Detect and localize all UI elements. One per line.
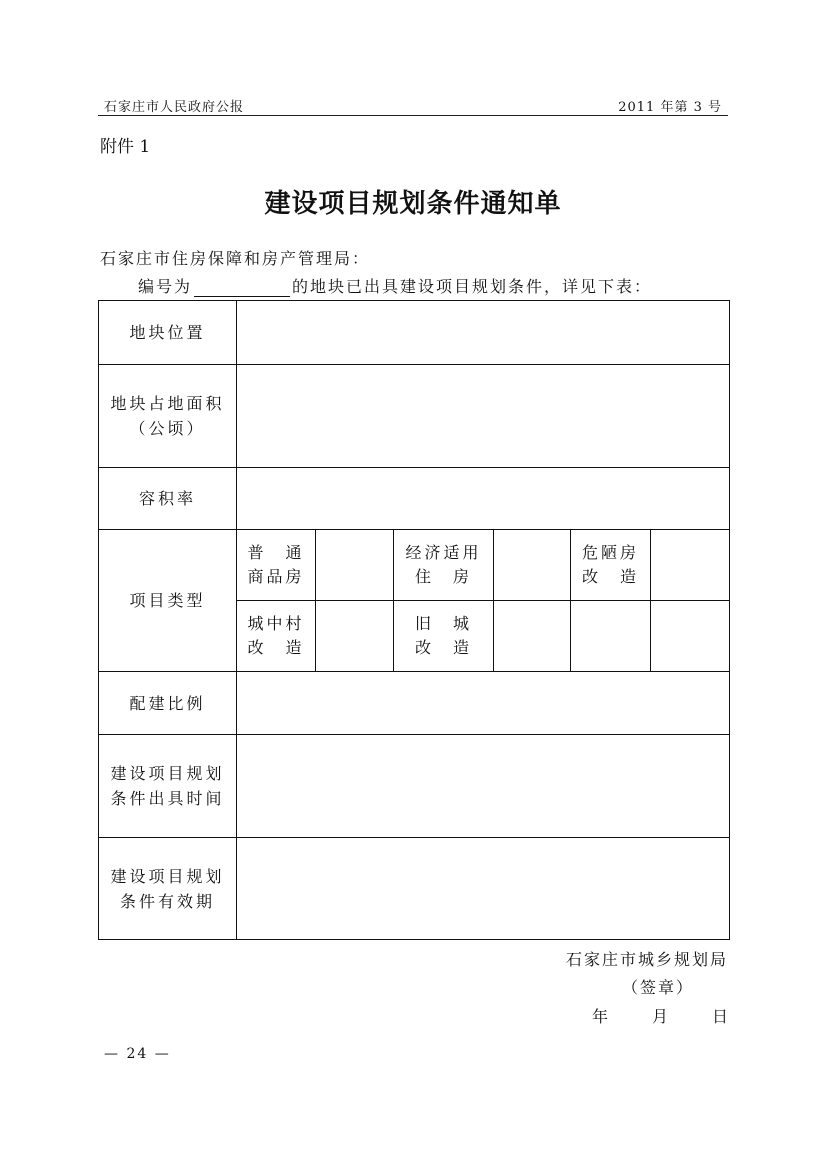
label-validity-period bbox=[99, 838, 237, 940]
header-publication-name: 石家庄市人民政府公报 bbox=[104, 100, 245, 115]
seal-label: （签章） bbox=[621, 978, 694, 997]
table-row bbox=[99, 530, 730, 601]
value-affordable-housing[interactable] bbox=[494, 530, 571, 601]
type-urban-village-line2: 改 造 bbox=[247, 638, 305, 657]
planning-conditions-table bbox=[98, 300, 730, 940]
table-row bbox=[99, 735, 730, 838]
type-old-city-line2: 改 造 bbox=[414, 638, 472, 657]
date-month-label: 月 bbox=[651, 1007, 668, 1026]
attachment-label: 附件 1 bbox=[100, 137, 151, 157]
type-old-city-renovation bbox=[394, 601, 494, 672]
type-urban-village-line1: 城中村 bbox=[247, 614, 305, 633]
table-row bbox=[99, 672, 730, 735]
value-dilapidated-renovation[interactable] bbox=[651, 530, 730, 601]
value-validity-period[interactable] bbox=[237, 838, 730, 940]
type-dilapidated-line2: 改 造 bbox=[581, 567, 639, 586]
intro-prefix: 编号为 bbox=[138, 277, 193, 296]
label-issue-time bbox=[99, 735, 237, 838]
empty-value-cell[interactable] bbox=[651, 601, 730, 672]
date-day-label: 日 bbox=[711, 1007, 728, 1026]
empty-type-cell[interactable] bbox=[571, 601, 651, 672]
label-plot-location: 地块位置 bbox=[99, 301, 237, 365]
addressee: 石家庄市住房保障和房产管理局： bbox=[100, 249, 371, 268]
table-row bbox=[99, 838, 730, 940]
type-old-city-line1: 旧 城 bbox=[414, 614, 472, 633]
issuing-office: 石家庄市城乡规划局 bbox=[565, 950, 728, 969]
document-title: 建设项目规划条件通知单 bbox=[264, 189, 562, 219]
type-urban-village-renovation bbox=[237, 601, 316, 672]
date-line bbox=[592, 1004, 728, 1027]
intro-sentence bbox=[138, 274, 652, 297]
label-plot-area-line2: （公顷） bbox=[129, 419, 206, 438]
value-plot-area[interactable] bbox=[237, 365, 730, 468]
type-dilapidated-line1: 危陋房 bbox=[581, 543, 639, 562]
number-blank-field[interactable] bbox=[194, 279, 290, 297]
label-issue-time-line2: 条件出具时间 bbox=[110, 789, 225, 808]
header-divider bbox=[98, 115, 728, 116]
table-row bbox=[99, 468, 730, 530]
intro-suffix: 的地块已出具建设项目规划条件，详见下表： bbox=[292, 277, 653, 296]
type-dilapidated-renovation bbox=[571, 530, 651, 601]
label-floor-area-ratio: 容积率 bbox=[99, 468, 237, 530]
label-issue-time-line1: 建设项目规划 bbox=[110, 764, 225, 783]
header-issue-number: 2011 年第 3 号 bbox=[618, 100, 722, 115]
label-validity-line2: 条件有效期 bbox=[119, 891, 215, 911]
label-validity-line1: 建设项目规划 bbox=[110, 866, 225, 886]
type-commercial-line2: 商品房 bbox=[247, 567, 305, 586]
table-row bbox=[99, 365, 730, 468]
label-project-type: 项目类型 bbox=[99, 530, 237, 672]
label-plot-area-line1: 地块占地面积 bbox=[110, 394, 225, 413]
table-row bbox=[99, 301, 730, 365]
page-number: — 24 — bbox=[104, 1046, 171, 1062]
type-commercial-housing bbox=[237, 530, 316, 601]
value-supporting-ratio[interactable] bbox=[237, 672, 730, 735]
label-plot-area bbox=[99, 365, 237, 468]
value-old-city-renovation[interactable] bbox=[494, 601, 571, 672]
value-urban-village-renovation[interactable] bbox=[316, 601, 394, 672]
value-commercial-housing[interactable] bbox=[316, 530, 394, 601]
type-commercial-line1: 普 通 bbox=[247, 543, 305, 562]
date-year-label: 年 bbox=[591, 1007, 608, 1026]
value-issue-time[interactable] bbox=[237, 735, 730, 838]
value-floor-area-ratio[interactable] bbox=[237, 468, 730, 530]
type-affordable-housing bbox=[394, 530, 494, 601]
label-supporting-ratio: 配建比例 bbox=[99, 672, 237, 735]
type-affordable-line1: 经济适用 bbox=[405, 543, 482, 562]
value-plot-location[interactable] bbox=[237, 301, 730, 365]
type-affordable-line2: 住 房 bbox=[414, 567, 472, 586]
